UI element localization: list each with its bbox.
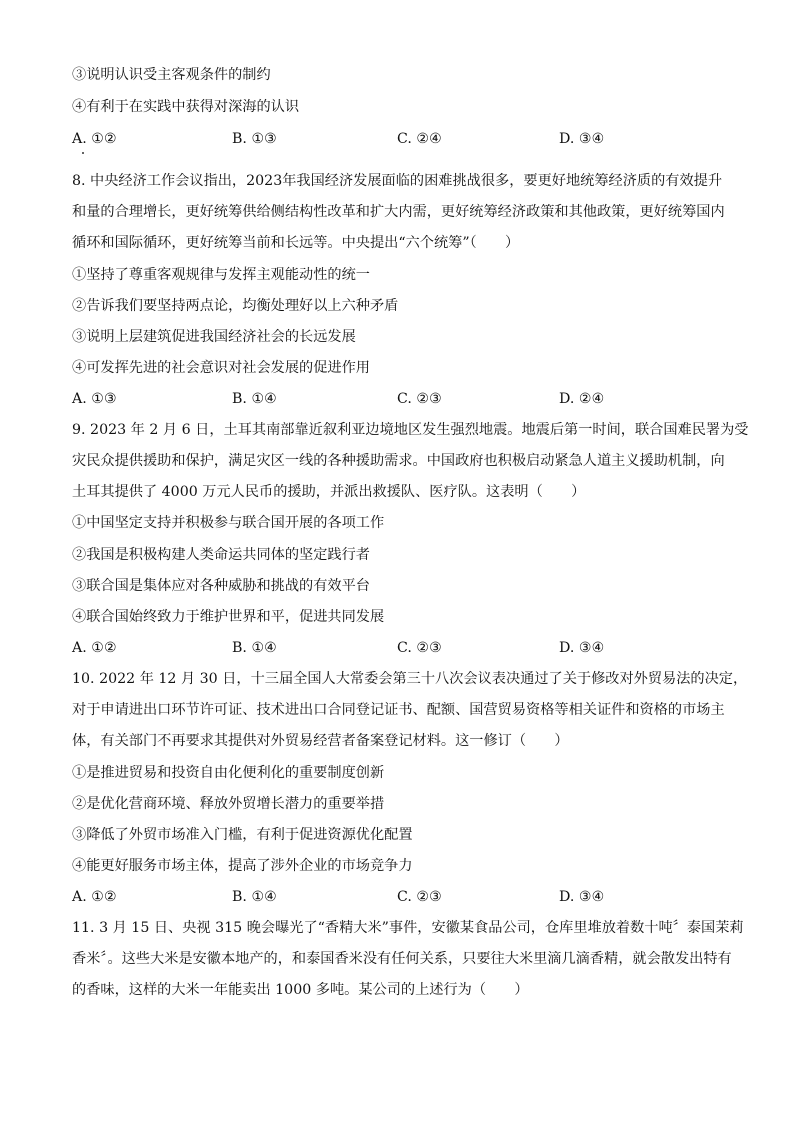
q8-stem-line-3: 循环和国际循环，更好统筹当前和长远等。中央提出“六个统筹”（ ） [72, 235, 520, 251]
q7-option-d[interactable]: D. ③④ [559, 131, 605, 147]
q8-options [72, 389, 732, 409]
q10-option-b[interactable]: B. ①④ [232, 889, 277, 905]
q8-option-d[interactable]: D. ②④ [559, 391, 605, 407]
q9-stem-line-2: 灾民众提供援助和保护，满足灾区一线的各种援助需求。中国政府也积极启动紧急人道主义援助机制，向 [72, 453, 725, 469]
q10-item-2: ②是优化营商环境、释放外贸增长潜力的重要举措 [72, 796, 385, 812]
q10-item-4: ④能更好服务市场主体，提高了涉外企业的市场竞争力 [72, 858, 413, 874]
q9-item-2: ②我国是积极构建人类命运共同体的坚定践行者 [72, 547, 370, 563]
q8-item-1: ①坚持了尊重客观规律与发挥主观能动性的统一 [72, 267, 370, 283]
q7-item-4: ④有利于在实践中获得对深海的认识 [72, 99, 300, 115]
q9-item-1: ①中国坚定支持并积极参与联合国开展的各项工作 [72, 515, 385, 531]
q7-option-a[interactable]: A. ①② [72, 131, 117, 147]
q8-stem-line-2: 和量的合理增长，更好统筹供给侧结构性改革和扩大内需，更好统筹经济政策和其他政策，更好统筹国内 [72, 204, 725, 220]
q8-item-2: ②告诉我们要坚持两点论，均衡处理好以上六种矛盾 [72, 298, 399, 314]
q9-option-c[interactable]: C. ②③ [397, 640, 442, 656]
q9-stem-line-1: 9. 2023 年 2 月 6 日，土耳其南部靠近叙利亚边境地区发生强烈地震。地震后第一时间，联合国难民署为受 [72, 422, 749, 438]
q9-option-a[interactable]: A. ①② [72, 640, 117, 656]
q7-option-b[interactable]: B. ①③ [232, 131, 277, 147]
q10-stem-line-1: 10. 2022 年 12 月 30 日，十三届全国人大常委会第三十八次会议表决通过了关于修改对外贸易法的决定， [72, 671, 748, 687]
q11-stem-line-3: 的香味，这样的大米一年能卖出 1000 多吨。某公司的上述行为（ ） [72, 982, 529, 998]
q8-item-3: ③说明上层建筑促进我国经济社会的长远发展 [72, 329, 356, 345]
q7-options [72, 129, 732, 149]
q10-stem-line-3: 体，有关部门不再要求其提供对外贸易经营者备案登记材料。这一修订（ ） [72, 733, 569, 749]
q7-option-c[interactable]: C. ②④ [397, 131, 442, 147]
q10-option-a[interactable]: A. ①② [72, 889, 117, 905]
q9-option-d[interactable]: D. ③④ [559, 640, 605, 656]
q11-stem-line-2: 香米〞。这些大米是安徽本地产的，和泰国香米没有任何关系，只要往大米里滴几滴香精，就会散发出特有 [72, 951, 732, 967]
stray-dot [82, 152, 84, 154]
q8-option-c[interactable]: C. ②③ [397, 391, 442, 407]
q8-option-a[interactable]: A. ①③ [72, 391, 117, 407]
q8-item-4: ④可发挥先进的社会意识对社会发展的促进作用 [72, 360, 370, 376]
q10-stem-line-2: 对于申请进出口环节许可证、技术进出口合同登记证书、配额、国营贸易资格等相关证件和资格的市场主 [72, 702, 725, 718]
q9-option-b[interactable]: B. ①④ [232, 640, 277, 656]
q9-options [72, 638, 732, 658]
q9-item-3: ③联合国是集体应对各种威胁和挑战的有效平台 [72, 578, 370, 594]
q7-item-3: ③说明认识受主客观条件的制约 [72, 67, 271, 83]
q9-item-4: ④联合国始终致力于维护世界和平，促进共同发展 [72, 609, 385, 625]
q10-item-3: ③降低了外贸市场准入门槛，有利于促进资源优化配置 [72, 827, 413, 843]
q10-options [72, 887, 732, 907]
q10-option-c[interactable]: C. ②③ [397, 889, 442, 905]
q8-option-b[interactable]: B. ①④ [232, 391, 277, 407]
q10-option-d[interactable]: D. ③④ [559, 889, 605, 905]
q8-stem-line-1: 8. 中央经济工作会议指出，2023年我国经济发展面临的困难挑战很多，要更好地统筹经济质的有效提升 [72, 173, 723, 189]
q11-stem-line-1: 11. 3 月 15 日、央视 315 晚会曝光了“香精大米”事件，安徽某食品公司，仓库里堆放着数十吨〞泰国茉莉 [72, 920, 744, 936]
q9-stem-line-3: 土耳其提供了 4000 万元人民币的援助，并派出救援队、医疗队。这表明（ ） [72, 484, 586, 500]
q10-item-1: ①是推进贸易和投资自由化便利化的重要制度创新 [72, 765, 385, 781]
